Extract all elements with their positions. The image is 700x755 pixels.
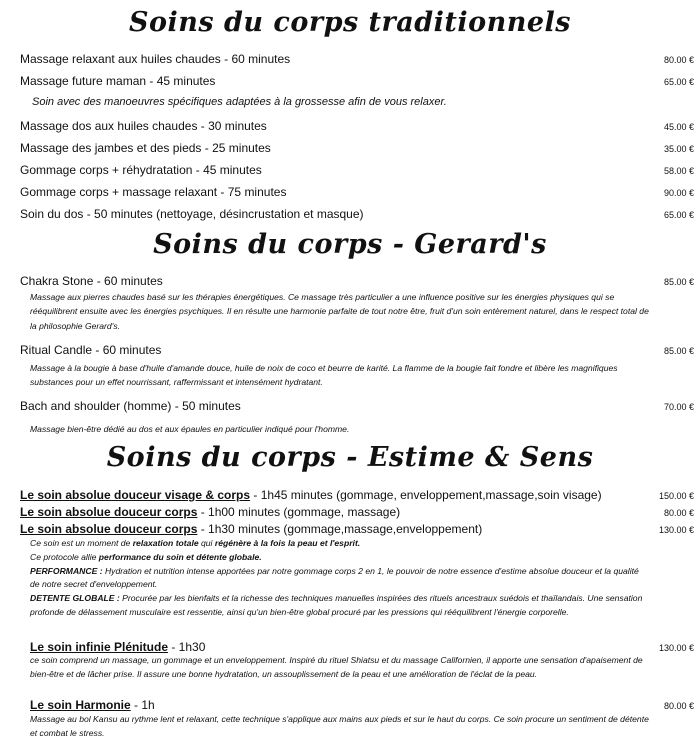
menu-item-label: Massage future maman - 45 minutes <box>20 74 216 88</box>
desc-text: qui <box>198 538 215 548</box>
desc-label: PERFORMANCE : <box>30 565 103 576</box>
menu-item-price: 150.00 € <box>658 491 694 501</box>
menu-item-label: Ritual Candle - 60 minutes <box>20 343 162 357</box>
soin-detail: - 1h45 minutes (gommage, enveloppement,massage,soin visage) <box>250 488 602 502</box>
menu-item-price: 65.00 € <box>663 77 694 87</box>
menu-item-price: 85.00 € <box>663 277 694 287</box>
menu-item-label <box>30 698 155 713</box>
item-description: Massage bien-être dédié au dos et aux épaules en particulier indiqué pour l'homme. <box>30 424 350 434</box>
soin-name: Le soin absolue douceur corps <box>20 505 198 519</box>
desc-text: Hydration et nutrition intense apportées par notre gommage corps 2 en 1, le pouvoir de notre essence d'estime absolue douceur et la qualité de notre secret d'enveloppement. <box>30 565 639 590</box>
menu-item-label <box>30 640 205 655</box>
desc-text: Ce protocole allie <box>30 551 99 562</box>
menu-item-label <box>20 488 602 503</box>
menu-item-price: 45.00 € <box>663 122 694 132</box>
menu-item-price: 35.00 € <box>663 144 694 154</box>
menu-item-price: 65.00 € <box>663 210 694 220</box>
desc-bold: régénère à la fois la peau et l'esprit. <box>214 538 361 548</box>
menu-item-price: 58.00 € <box>663 166 694 176</box>
menu-item-price: 80.00 € <box>663 508 694 518</box>
menu-item-price: 130.00 € <box>658 643 694 653</box>
soin-name: Le soin Harmonie <box>30 698 131 712</box>
menu-item-label: Massage dos aux huiles chaudes - 30 minutes <box>20 119 267 133</box>
menu-item-price: 85.00 € <box>663 346 694 356</box>
desc-text: Procurée par les bienfaits et la richesse des techniques manuelles inspirées des rituels ancestraux suédois et thaïlandais. Une sensation profonde de délassement musculaire est ressentie, ainsi qu'un bien-être global procuré par les pressions qui rééquilibrent l'énergie corporelle. <box>30 593 643 617</box>
menu-item-label: Massage relaxant aux huiles chaudes - 60 minutes <box>20 52 291 66</box>
menu-item-price: 70.00 € <box>663 402 694 412</box>
menu-item-price: 80.00 € <box>663 55 694 65</box>
section-title-traditionnels: Soins du corps traditionnels <box>128 7 572 38</box>
item-description <box>30 537 650 620</box>
item-description: Massage aux pierres chaudes basé sur les thérapies énergétiques. Ce massage très particulier a une influence positive sur les énergies physiques qui se rééquilibrent ensuite avec les énergies psychiques. Il en résulte une harmonie parfaite de tout notre être, fruit d'un soin entèrement naturel, dans le respect total de la philosophie Gerard's. <box>30 292 649 331</box>
item-description: Massage au bol Kansu au rythme lent et relaxant, cette technique s'applique aux mains aux pieds et sur le haut du corps. Ce soin procure un sentiment de détente et combat le stress. <box>30 714 649 738</box>
soin-detail: - 1h30 <box>168 640 206 654</box>
menu-item-label: Gommage corps + massage relaxant - 75 minutes <box>20 185 287 199</box>
section-title-estime-sens: Soins du corps - Estime & Sens <box>106 442 594 473</box>
item-description: ce soin comprend un massage, un gommage et un enveloppement. Inspiré du rituel Shiatsu et du massage Californien, il apporte une sensation d'apaisement de bien-être et de lâcher prise. Il assure une bonne hydratation, un assouplissement de la peau et une amélioration de l'éclat de la peau. <box>30 655 643 679</box>
soin-detail: - 1h30 minutes (gommage,massage,enveloppement) <box>197 522 483 536</box>
soin-name: Le soin absolue douceur visage & corps <box>20 488 251 502</box>
desc-bold: relaxation totale <box>132 538 199 548</box>
soin-detail: - 1h00 minutes (gommage, massage) <box>197 505 401 519</box>
menu-item-label: Massage des jambes et des pieds - 25 minutes <box>20 141 271 155</box>
item-description: Soin avec des manoeuvres spécifiques adaptées à la grossesse afin de vous relaxer. <box>32 96 447 108</box>
desc-text: Ce soin est un moment de <box>30 538 133 548</box>
menu-item-price: 130.00 € <box>658 525 694 535</box>
item-description: Massage à la bougie à base d'huile d'amande douce, huile de noix de coco et beurre de karité. La flamme de la bougie fait fondre et libère les magnifiques substances pour un effet nourrissant, raffermissant et intensément hydratant. <box>30 363 618 388</box>
menu-item-label <box>20 522 482 537</box>
menu-item-label: Gommage corps + réhydratation - 45 minutes <box>20 163 262 177</box>
soin-name: Le soin absolue douceur corps <box>20 522 198 536</box>
menu-item-price: 90.00 € <box>663 188 694 198</box>
section-title-gerards: Soins du corps - Gerard's <box>153 229 547 260</box>
soin-detail: - 1h <box>130 698 155 712</box>
menu-item-label <box>20 505 400 520</box>
desc-label: DETENTE GLOBALE : <box>30 593 120 604</box>
menu-item-price: 80.00 € <box>663 701 694 711</box>
soin-name: Le soin infinie Plénitude <box>30 640 169 654</box>
menu-item-label: Bach and shoulder (homme) - 50 minutes <box>20 399 241 413</box>
menu-item-label: Chakra Stone - 60 minutes <box>20 274 163 288</box>
menu-item-label: Soin du dos - 50 minutes (nettoyage, désincrustation et masque) <box>20 207 364 221</box>
desc-bold: performance du soin et détente globale. <box>98 551 262 562</box>
